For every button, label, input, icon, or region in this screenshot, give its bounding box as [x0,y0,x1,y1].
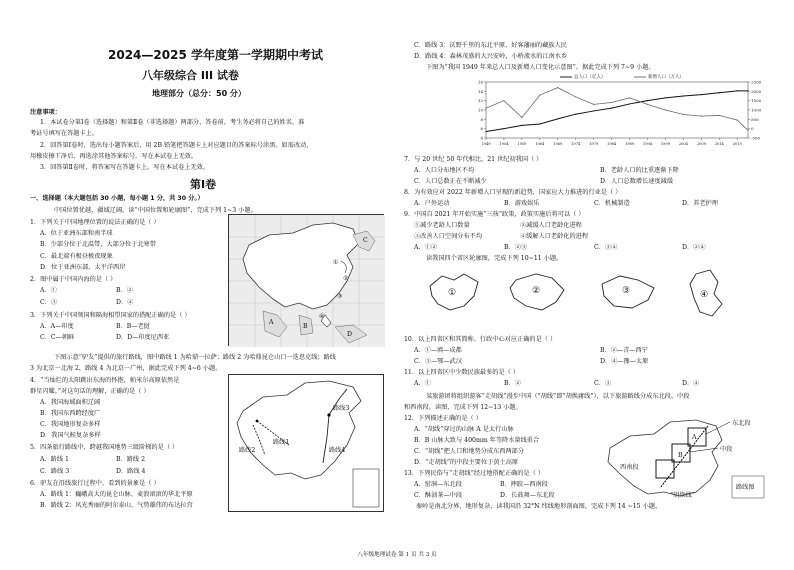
route-map-figure [229,375,385,513]
option: D．养老护理 [682,200,718,207]
point-total [647,100,648,101]
question-2: 2．图中属于中国内海的是（ ） [30,276,117,283]
x-tick-label: 1994 [642,142,653,146]
question-intro: 下图示意“驴友”提供的旅行路线，图中路线 1 为哈鼎一拉萨；路线 2 为哈鼎昆仑山口一迭思克线；路线 [54,354,336,361]
option: B．路线 2：风光秀丽的阿尔泰山、气势雄伟的布达拉宫 [40,502,193,509]
option: A．①—滇—成都 [414,347,462,354]
option: D．②④ [682,244,706,251]
x-tick-label: 1999 [660,142,671,146]
x-tick-label: 1989 [624,142,635,146]
point-new [629,97,630,98]
province-label: ③ [622,286,631,296]
point-new [737,119,738,120]
question-intro: 某旅游团将组织游客“走胡线”漫步中国（“胡线”即“胡焕庸线”），以下旅游路线分成东北段、中段 [426,393,690,400]
option: C．③—鄂—武汉 [414,358,463,365]
option: A．A—印度 [40,323,74,330]
map-label: ④ [319,313,325,320]
map-label: A [269,319,274,326]
point-new [665,109,666,110]
point-total [539,123,540,124]
y-left-tick-label: 6 [480,126,483,132]
point-total [611,108,612,109]
question-intro: 中国位置优越，疆域辽阔。读“中国位置和轮廓图”，完成下列 1~3 小题。 [54,207,257,214]
point-total [747,90,748,91]
option: B．路线 2 [116,456,146,463]
option: B．B 山脉大致与 400mm 年等降水量线重合 [414,437,540,444]
notes-heading: 注意事项： [30,109,61,116]
statement: ③改善人口空间分布不均 [414,233,483,240]
option: C．路线 3 [40,468,70,475]
province-outlines [424,266,774,326]
point-total [629,103,630,104]
question-intro: 读我国四个省区轮廓图，完成下列 10~11 小题。 [426,255,563,262]
option: C．③④ [594,244,618,251]
x-tick-label: 1974 [571,142,581,146]
y-left-tick-label: 4 [480,135,483,141]
point-new [521,117,522,118]
x-tick-label: 1954 [499,142,509,146]
x-tick-label: 1964 [535,142,545,146]
option: D．D—印度尼西亚 [116,334,170,341]
page-footer: 八年级地理试卷 第 1 页 共 3 页 [357,552,437,558]
option: A．① [40,287,57,294]
x-tick-label: 2009 [696,142,706,146]
point-total [683,95,684,96]
route-label: 路线3 [333,405,350,412]
hu-line-map [600,412,772,502]
y-right-tick-label: 1000 [751,107,762,113]
hu-label: “胡焕线” [670,492,695,499]
option: C．我国地形复杂多样 [40,421,101,428]
option: A．①② [414,244,438,251]
question-7: 7．与 20 世纪 50 年代相比，21 世纪初我国（ ） [404,156,543,163]
note-line: 1．本试卷分第Ⅰ卷（选择题）和第Ⅱ卷（非选择题）两部分，答卷前，考生务必将自己的姓名、准 [40,119,305,126]
option: D．路线 4：森林茂盛的大兴安岭，小桥流水的江南水乡 [414,53,568,60]
legend-total: 总人口（亿人） [574,75,606,80]
option: B．②③ [504,244,528,251]
point-total [593,110,594,111]
question-13: 13．下列民俗与“走胡线”经过地搭配正确的是（ ） [404,470,544,477]
hu-label: A [692,434,697,441]
option: B．摔跤—西南段 [500,481,548,488]
map-label: C [363,237,368,244]
x-tick-label: 1979 [589,142,599,146]
x-tick-label: 2004 [678,142,688,146]
map-label: ② [343,275,349,282]
point-total [485,131,486,132]
option: A．位于亚洲东部和南半球 [40,230,113,237]
question-intro: 下图为“我国 1949 年来总人口及新增人口变化示意图”。据此完成下列 7~9 小题。 [426,64,655,71]
option: A．窑洞—东北段 [414,481,462,488]
volume-title: 第Ⅰ卷 [190,178,217,191]
option: D．人口总数增长速度减缓 [600,178,674,185]
option: A．户外运动 [414,200,450,207]
option: B．游戏娱乐 [504,200,540,207]
y-right-tick-label: 500 [751,116,759,122]
province-label: ② [532,286,541,296]
option: C．C—朝鲜 [40,334,75,341]
statement: ①减少老龄人口数量 [414,222,470,229]
hu-label: 东北段 [732,420,751,427]
x-tick-label: 1984 [607,142,617,146]
question-5: 5．四条旅行路线中，跨越我国地势三级阶梯的是（ ） [30,444,179,451]
point-new [719,115,720,116]
x-tick-label: 1959 [517,142,527,146]
point-new [557,87,558,88]
question-6: 6．驴友在沿线旅行过程中，看到的景象是（ ） [30,480,160,487]
question-intro-cont: 和西南段。读图，完成下列 12~13 小题。 [404,404,522,411]
y-right-tick-label: 0 [751,126,754,132]
option: B．② [504,380,521,387]
x-tick-label: 1949 [481,142,491,146]
option: A．① [414,380,431,387]
map-label: B [303,323,308,330]
point-new [683,114,684,115]
province-label: ④ [700,290,709,300]
section-heading: 一、选择题（本大题包括 30 小题，每小题 1 分，共 30 分。） [30,195,204,202]
population-chart [470,74,770,150]
point-total [737,90,738,91]
note-line: 2．回答第Ⅰ卷时，选出每小题答案后，用 2B 铅笔把答题卡上对应题目的答案标号涂黑。如需改动， [40,142,313,149]
point-total [557,118,558,119]
option: C．路线 3：沃野千里的东北平原、好客藩丽的藏族人民 [414,42,567,49]
x-tick-label: 2014 [714,142,724,146]
exam-title: 2024—2025 学年度第一学期期中考试 [108,48,323,62]
route-label: 路线4 [329,447,346,454]
point-new [503,100,504,101]
option: C．酥油茶—中段 [414,492,463,499]
option: D．④—豫—太原 [600,358,649,365]
option: B．② [116,287,133,294]
china-position-map [228,214,384,346]
point-new [747,130,748,131]
point-total [521,125,522,126]
y-right-tick-label: 1500 [751,98,762,104]
option: B．我国东西跨经度广 [40,410,101,417]
route-label: 路线1 [273,439,290,446]
point-total [665,97,666,98]
option: D．位于亚洲东部，太平洋西岸 [40,264,126,271]
option: A．“胡线”穿过的山脉 A 是太行山脉 [414,426,514,433]
province-label: ① [448,288,457,298]
question-4: 4．“当灿烂的太阳跳出东海的怀抱，帕米尔高原依然是 [30,377,180,384]
y-left-tick-label: 10 [477,107,483,113]
note-line: 用橡皮擦干净后，再选涂其他答案标号。写在本试卷上无效。 [30,153,198,160]
option: C．最北端有极昼极夜现象 [40,253,113,260]
option: D．我国气候复杂多样 [40,432,101,439]
section-title: 地理部分（总分：50 分） [152,89,246,98]
option: A．路线 1 [40,456,69,463]
map-label: D [347,331,352,338]
point-new [611,102,612,103]
point-new [485,108,486,109]
question-3: 3．下列关于中国领国和隔海相望国家的搭配正确的是（ ） [30,312,191,319]
option: D．④ [116,299,134,306]
question-4-cont: 群星闪耀。”对这句话的理解，正确的是（ ） [30,388,150,395]
option: A．人口分布地区不均 [414,167,475,174]
point-total [503,128,504,129]
y-left-tick-label: 8 [480,116,483,122]
route-label: 路线2 [239,447,256,454]
option: C．人口总数正在不断减少 [414,178,487,185]
point-new [701,116,702,117]
option: B．老龄人口的比重逐渐下降 [600,167,679,174]
y-right-tick-label: -500 [751,135,760,141]
exam-subtitle: 八年级综合 III 试卷 [142,69,239,82]
option: C．③ [40,299,58,306]
map-label: ③ [337,293,343,300]
y-left-tick-label: 16 [477,79,483,85]
point-new [593,104,594,105]
y-right-tick-label: 2500 [751,79,762,85]
question-8: 8．为有效应对 2022 年新增人口呈现的新趋势，国家应大力推进的行业是（ ） [404,189,622,196]
question-9: 9．中国自 2021 年开始实施“三孩”政策，政策实施后将可以（ ） [404,211,585,218]
question-intro-cont: 3 为北京一北海 2，路线 4 为北京一广州，据此完成下列 4~6 小题。 [30,365,222,372]
option: C．机械制造 [594,200,630,207]
option: B．B—老挝 [116,323,150,330]
option: D．“走胡线”的中段主要位于黄土高原 [414,459,519,466]
point-new [539,94,540,95]
point-total [575,114,576,115]
question-10: 10．以上四省区和其简称、行政中心对应正确的是（ ） [404,336,557,343]
y-left-tick-label: 12 [477,98,483,104]
point-total [719,92,720,93]
option: D．④ [682,380,700,387]
plot-frame [486,82,748,138]
question-12: 12．下列描述正确的是（ ） [404,415,482,422]
statement: ②减缓人口老龄化进程 [520,222,582,229]
option: C．③ [594,380,612,387]
hu-label: 路线图 [736,484,755,491]
hu-label: 西南段 [620,464,639,471]
note-line: 考证号填写在答题卡上。 [30,130,99,137]
x-tick-label: 1969 [553,142,563,146]
question-11: 11．以上四省区中少数民族最多的是（ ） [404,369,520,376]
point-new [647,104,648,105]
question-intro: 秦岭是南北分界，地形复杂，读我国沿 32°N 纬线地形剖面图，完成下列 14 ~15 小题。 [416,503,662,510]
option: A．我国海域面积辽阔 [40,399,101,406]
legend-new: 新增人口（万人） [648,75,684,80]
option: B．②—青—西宁 [600,347,648,354]
option: C．“胡线”把人口和地势分成东西两部分 [414,448,525,455]
option: A．路线 1：巍峨高大的昆仑山脉、麦浪滚滚的华北平原 [40,491,193,498]
question-1: 1．下列关于中国地理位置的说法正确的是（ ） [30,219,160,226]
province-outlines-svg [424,266,774,326]
travel-route-map [228,374,384,512]
statement: ④缓解人口老龄化的进程 [520,233,589,240]
y-left-tick-label: 14 [477,88,483,94]
point-new [575,96,576,97]
note-line: 3．回答第Ⅱ卷时，将答案写在答题卡上。写在本试卷上无效。 [40,164,210,171]
map-label: ① [333,259,339,266]
point-total [701,94,702,95]
hu-label: 中段 [720,446,733,453]
hu-label: B [678,452,683,459]
series-total-population [486,91,748,132]
x-tick-label: 2019 [732,142,742,146]
population-chart-svg [470,74,770,150]
option: D．路线 4 [116,468,146,475]
option: D．长鼓舞—东北段 [500,492,555,499]
option: B．少部分位于北温带，大部分位于北寒带 [40,241,156,248]
y-right-tick-label: 2000 [751,88,762,94]
